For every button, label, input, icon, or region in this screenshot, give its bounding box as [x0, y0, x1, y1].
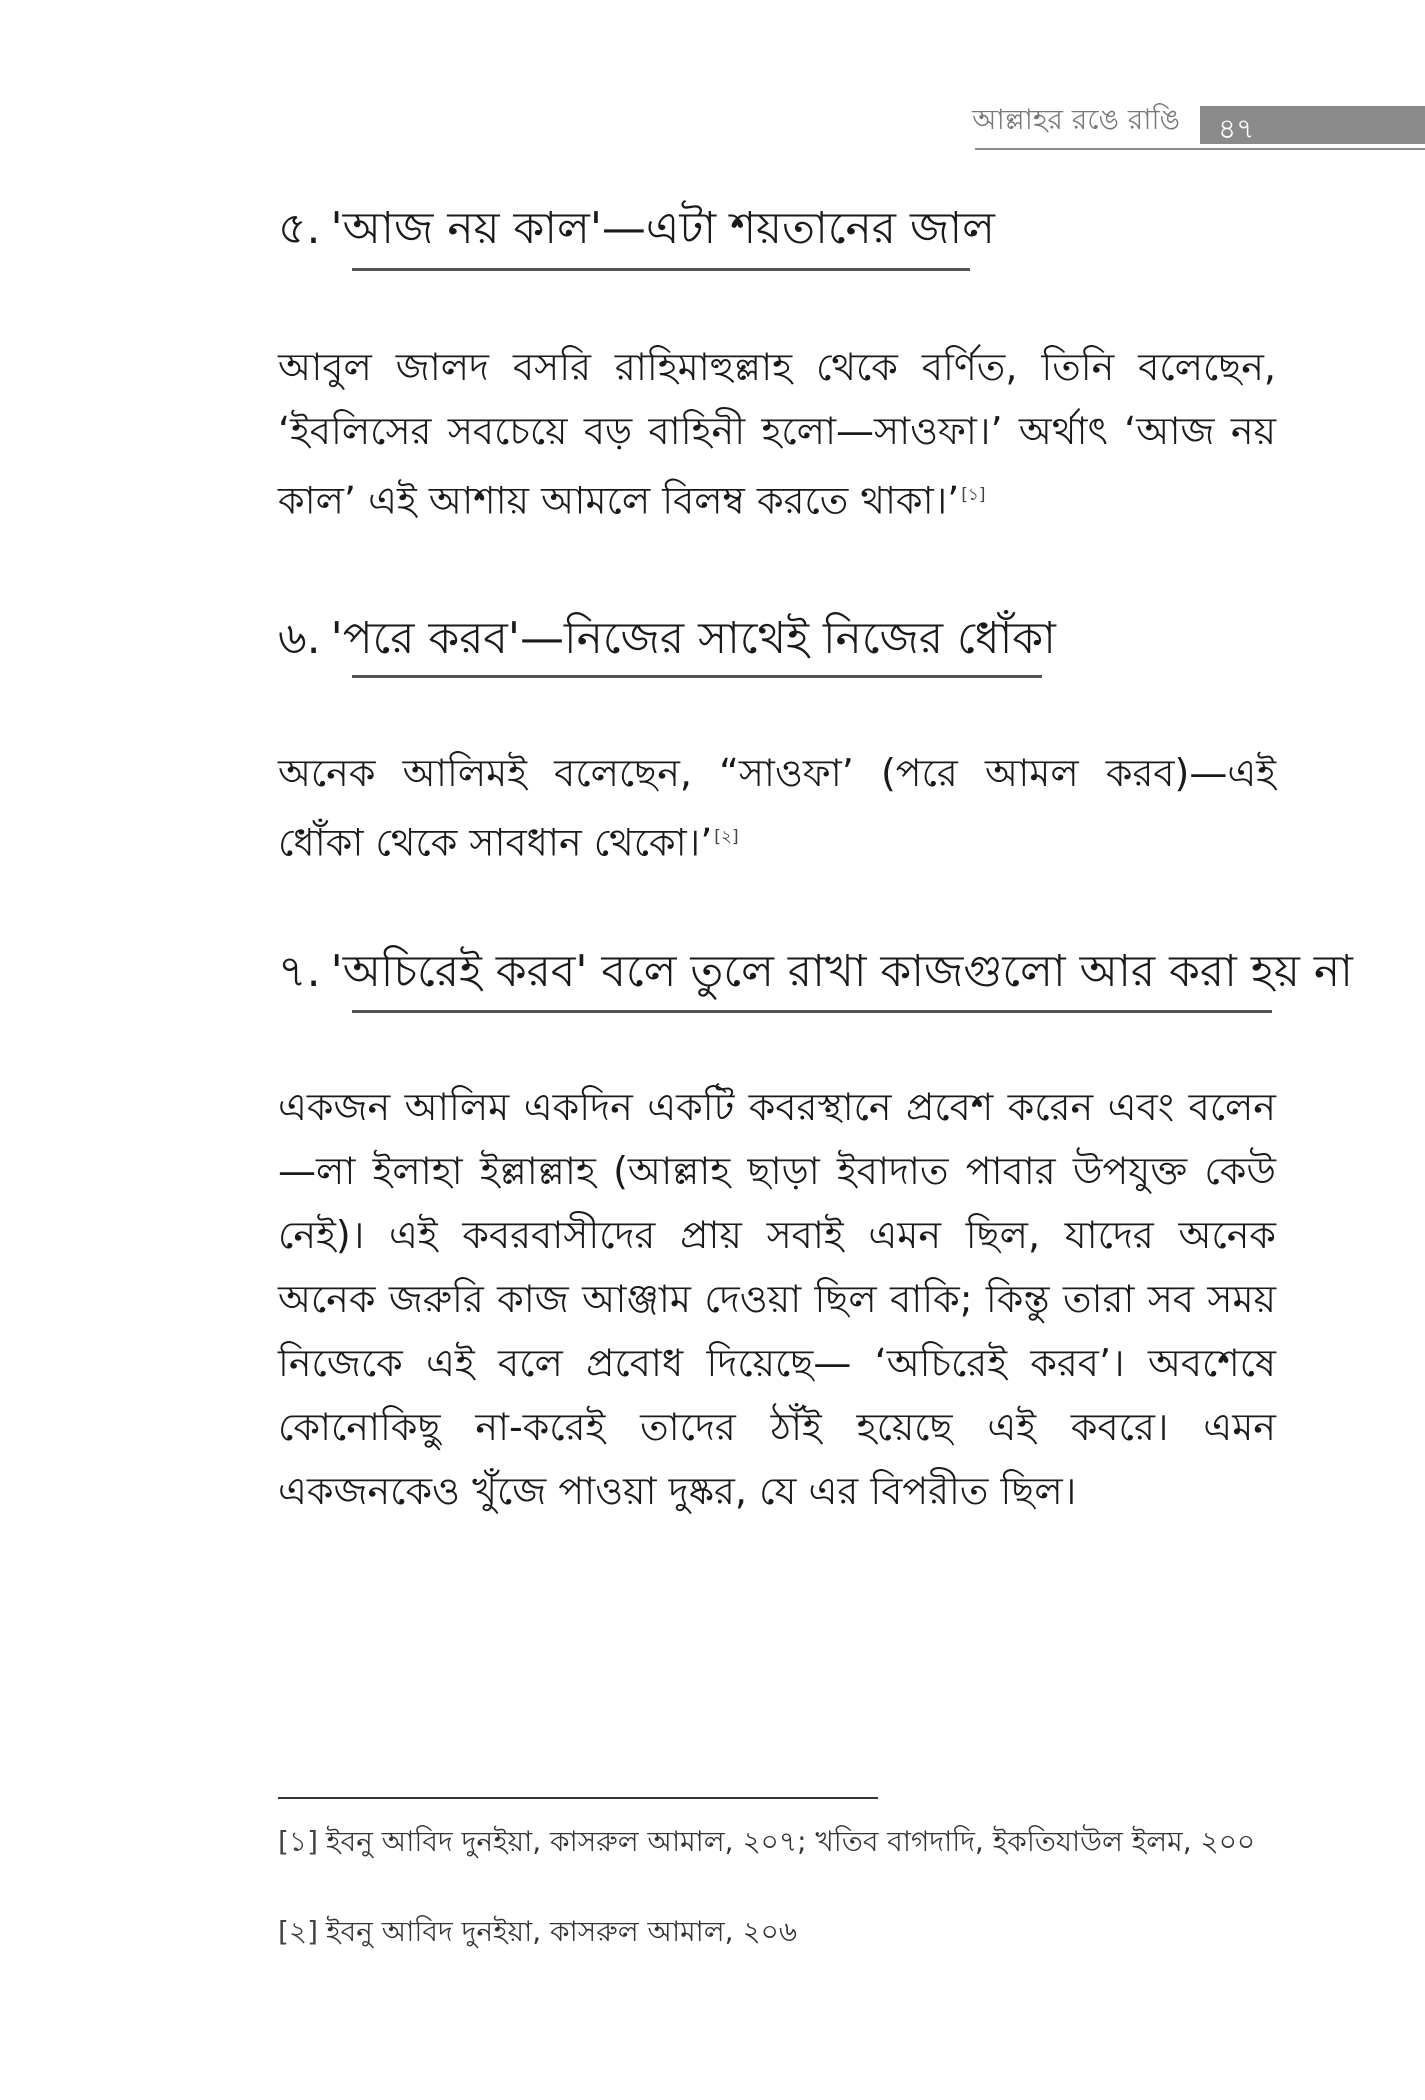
section-body-6 [278, 741, 1276, 875]
footnote-text: ইবনু আবিদ দুনইয়া, কাসরুল আমাল, ২০৭; খতিব বাগদাদি, ইকতিযাউল ইলম, ২০০ [326, 1825, 1256, 1858]
footnote-marker: [২] [278, 1915, 319, 1948]
section-number: ৭. [278, 946, 321, 997]
running-title: আল্লাহর রঙে রাঙি [972, 103, 1180, 136]
running-header [972, 96, 1425, 152]
section-title: 'অচিরেই করব' বলে তুলে রাখা কাজগুলো আর করা হয় না [330, 946, 1353, 997]
section-heading-6 [278, 610, 1056, 668]
page-number: ৪৭ [1218, 112, 1255, 145]
footnote-2 [278, 1910, 1276, 1954]
footnote-reference[interactable]: [১] [961, 485, 986, 505]
footnote-rule [278, 1797, 878, 1799]
section-body-5 [278, 335, 1276, 533]
footnote-text: ইবনু আবিদ দুনইয়া, কাসরুল আমাল, ২০৬ [326, 1915, 798, 1948]
paragraph-text: একজন আলিম একদিন একটি কবরস্থানে প্রবেশ করেন এবং বলেন—লা ইলাহা ইল্লাল্লাহ (আল্লাহ ছাড়া ইবাদাত পাবার উপযুক্ত কেউ নেই)। এই কবরবাসীদের প্রায় সবাই এমন ছিল, যাদের অনেক অনেক জরুরি কাজ আঞ্জাম দেওয়া ছিল বাকি; কিন্তু তারা সব সময় নিজেকে এই বলে প্রবোধ দিয়েছে— ‘অচিরেই করব’। অবশেষে কোনোকিছু না-করেই তাদের ঠাঁই হয়েছে এই কবরে। এমন একজনকেও খুঁজে পাওয়া দুষ্কর, যে এর বিপরীত ছিল। [278, 1085, 1276, 1513]
header-rule [975, 148, 1425, 150]
section-heading-7 [278, 943, 1353, 1001]
section-body-7 [278, 1075, 1276, 1523]
section-heading-5 [278, 200, 995, 258]
section-number: ৫. [278, 203, 321, 254]
heading-underline [352, 268, 970, 271]
heading-underline [352, 675, 1042, 678]
section-number: ৬. [278, 613, 321, 664]
footnote-1 [278, 1820, 1276, 1864]
paragraph-text: অনেক আলিমই বলেছেন, “সাওফা’ (পরে আমল করব)—এই ধোঁকা থেকে সাবধান থেকো।’ [278, 751, 1276, 865]
heading-underline [352, 1010, 1272, 1013]
footnote-reference[interactable]: [২] [714, 827, 739, 847]
paragraph-text: আবুল জালদ বসরি রাহিমাহুল্লাহ থেকে বর্ণিত, তিনি বলেছেন, ‘ইবলিসের সবচেয়ে বড় বাহিনী হলো—সাওফা।’ অর্থাৎ ‘আজ নয় কাল’ এই আশায় আমলে বিলম্ব করতে থাকা।’ [278, 345, 1276, 523]
footnote-marker: [১] [278, 1825, 319, 1858]
section-title: 'পরে করব'—নিজের সাথেই নিজের ধোঁকা [330, 613, 1056, 664]
section-title: 'আজ নয় কাল'—এটা শয়তানের জাল [330, 203, 995, 254]
